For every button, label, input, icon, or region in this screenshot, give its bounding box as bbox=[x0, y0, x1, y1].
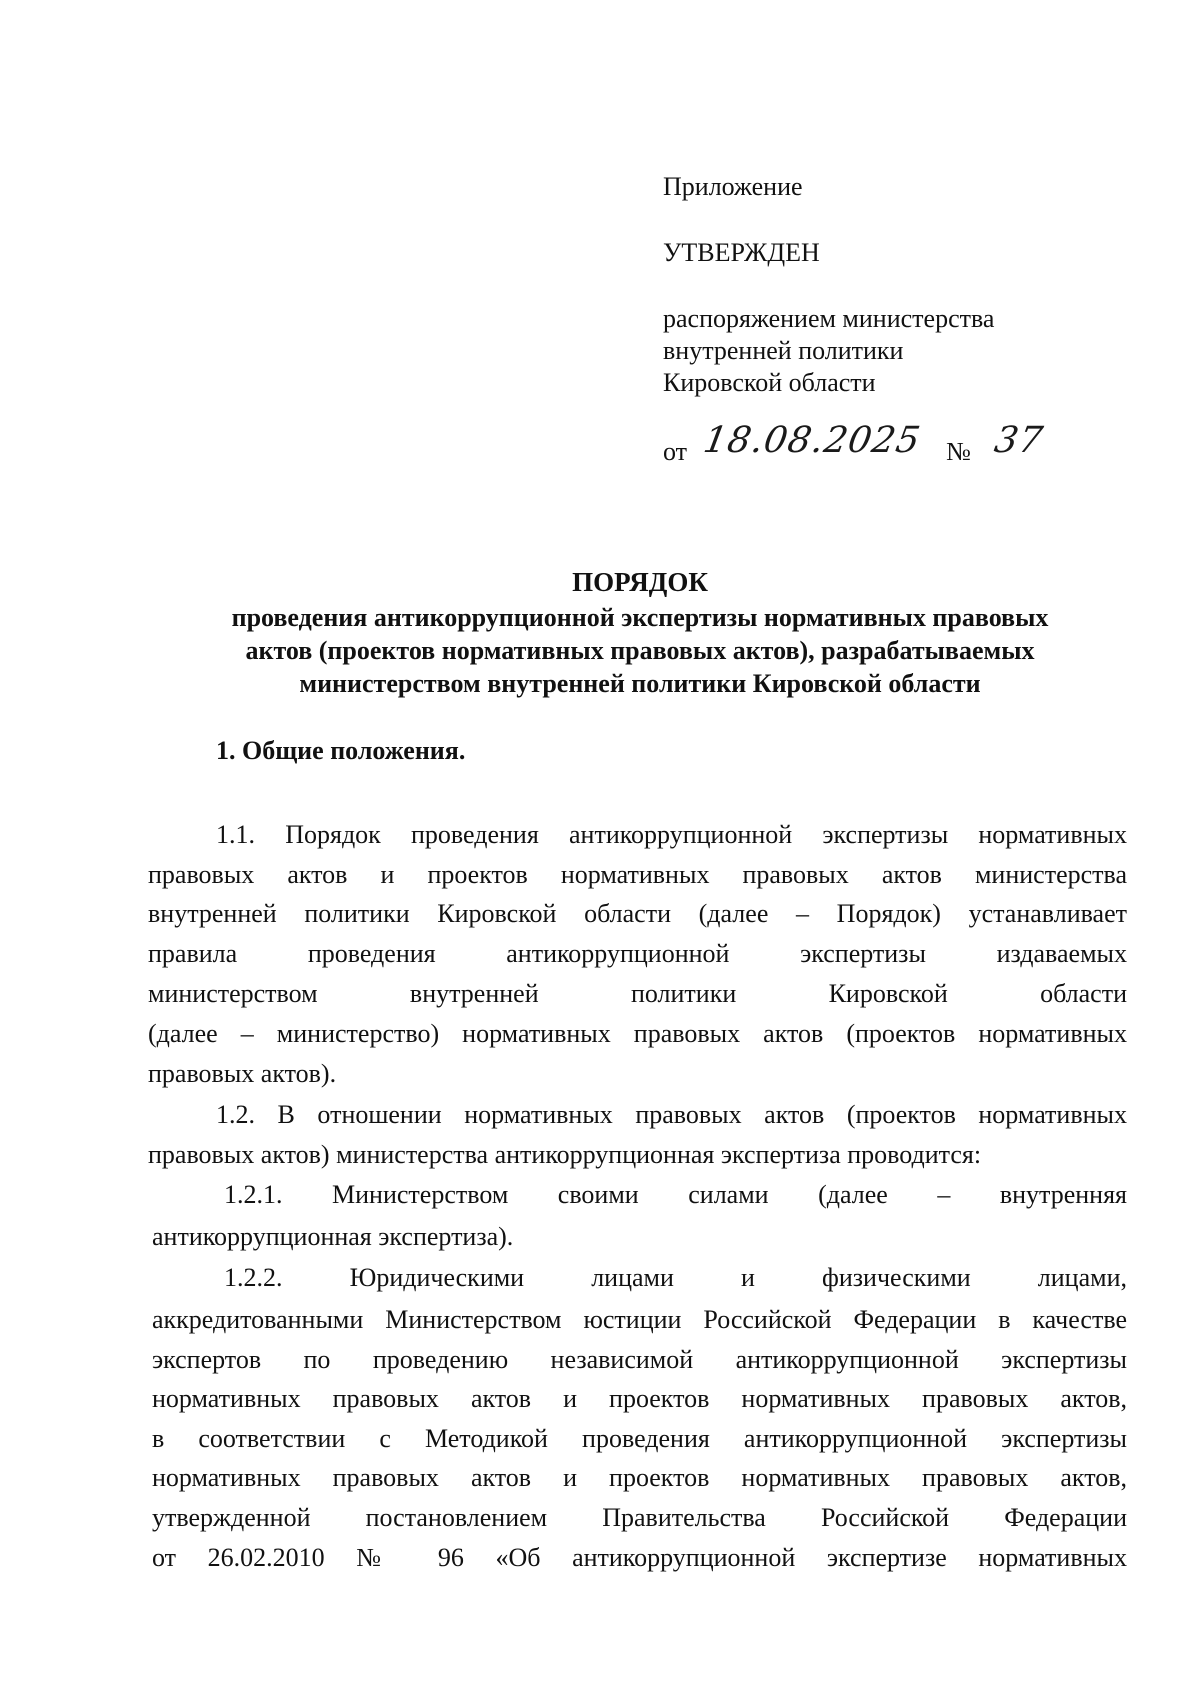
handwritten-date: 18.08.2025 bbox=[699, 420, 924, 461]
date-prefix: от bbox=[663, 437, 688, 466]
paragraph-line: аккредитованными Министерством юстиции Российской Федерации в качестве bbox=[152, 1305, 1127, 1334]
paragraph-line: 1.2. В отношении нормативных правовых актов (проектов нормативных bbox=[216, 1100, 1127, 1129]
paragraph-line: 1.2.2. Юридическими лицами и физическими лицами, bbox=[224, 1263, 1127, 1292]
paragraph-line: правовых актов) министерства антикоррупционная экспертиза проводится: bbox=[148, 1140, 982, 1169]
approval-date-line bbox=[663, 420, 1047, 469]
paragraph-line: правила проведения антикоррупционной экспертизы издаваемых bbox=[148, 939, 1127, 968]
appendix-label: Приложение bbox=[663, 172, 803, 201]
handwritten-number: 37 bbox=[991, 420, 1047, 461]
document-title bbox=[140, 566, 1140, 700]
paragraph-line: правовых актов и проектов нормативных правовых актов министерства bbox=[148, 860, 1127, 889]
paragraph-line: внутренней политики Кировской области (далее – Порядок) устанавливает bbox=[148, 899, 1127, 928]
order-by-line: распоряжением министерства bbox=[663, 304, 995, 333]
approval-order-by bbox=[663, 303, 994, 399]
order-by-line: внутренней политики bbox=[663, 336, 904, 365]
paragraph-line: нормативных правовых актов и проектов нормативных правовых актов, bbox=[152, 1384, 1127, 1413]
paragraph-line: 1.1. Порядок проведения антикоррупционной экспертизы нормативных bbox=[216, 820, 1127, 849]
section-heading: 1. Общие положения. bbox=[216, 736, 466, 765]
paragraph-line: правовых актов). bbox=[148, 1059, 337, 1088]
title-subline: министерством внутренней политики Кировской области bbox=[299, 669, 981, 698]
title-subline: актов (проектов нормативных правовых актов), разрабатываемых bbox=[245, 636, 1035, 665]
paragraph-line: 1.2.1. Министерством своими силами (далее – внутренняя bbox=[224, 1180, 1127, 1209]
paragraph-line: нормативных правовых актов и проектов нормативных правовых актов, bbox=[152, 1463, 1127, 1492]
paragraph-line: антикоррупционная экспертиза). bbox=[152, 1222, 514, 1251]
approved-label: УТВЕРЖДЕН bbox=[663, 238, 820, 267]
title-main: ПОРЯДОК bbox=[572, 567, 708, 597]
paragraph-line: в соответствии с Методикой проведения антикоррупционной экспертизы bbox=[152, 1424, 1127, 1453]
paragraph-line: от 26.02.2010 № 96 «Об антикоррупционной экспертизе нормативных bbox=[152, 1543, 1127, 1572]
paragraph-line: экспертов по проведению независимой антикоррупционной экспертизы bbox=[152, 1345, 1127, 1374]
number-sign: № bbox=[946, 437, 971, 466]
paragraph-line: (далее – министерство) нормативных правовых актов (проектов нормативных bbox=[148, 1019, 1127, 1048]
paragraph-line: утвержденной постановлением Правительства Российской Федерации bbox=[152, 1503, 1127, 1532]
title-subline: проведения антикоррупционной экспертизы нормативных правовых bbox=[231, 603, 1049, 632]
order-by-line: Кировской области bbox=[663, 368, 876, 397]
paragraph-line: министерством внутренней политики Кировской области bbox=[148, 979, 1127, 1008]
